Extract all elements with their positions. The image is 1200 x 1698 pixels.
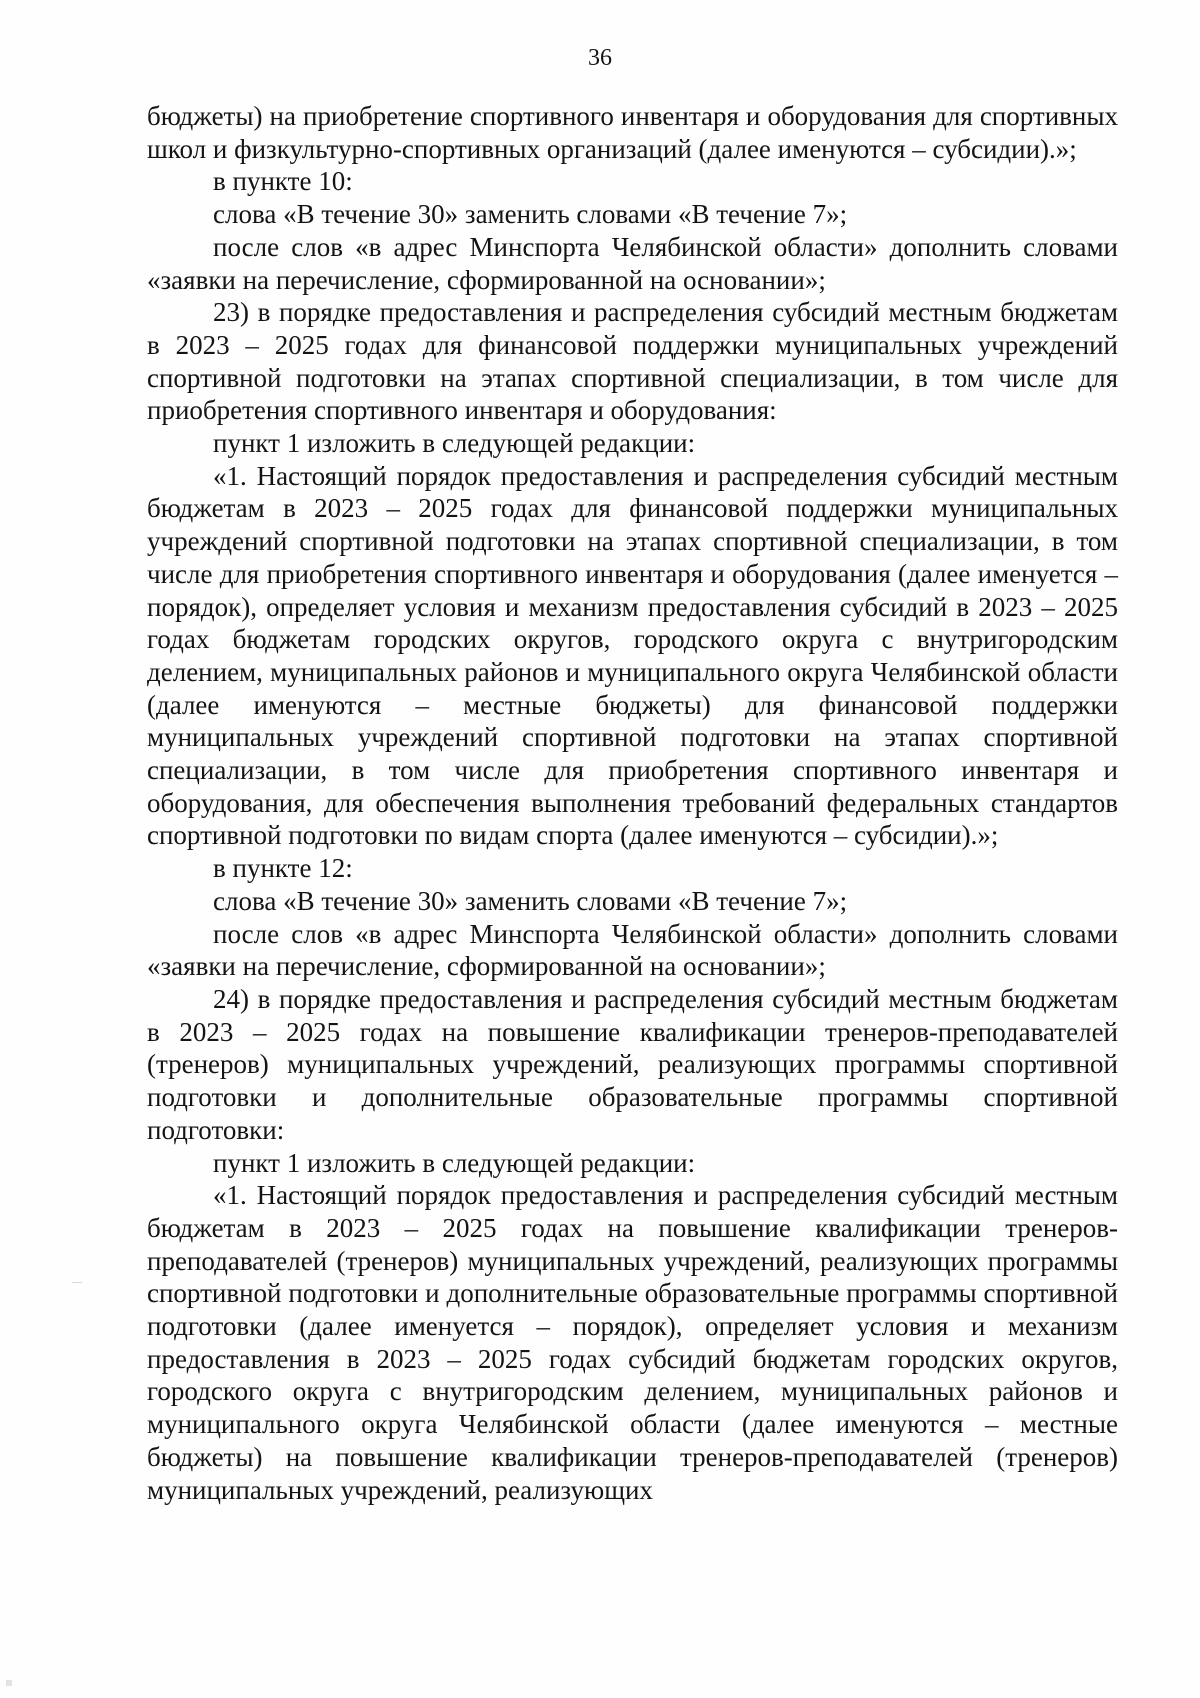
paragraph-item-10-heading: в пункте 10: bbox=[213, 166, 353, 197]
document-body bbox=[147, 100, 1118, 1506]
paragraph-section-23: 23) в порядке предоставления и распределения субсидий местным бюджетам в 2023 – 2025 годах для финансовой поддержки муниципальных учреждений спортивной подготовки на этапах спортивной специализации, в том числе для приобретения спортивного инвентаря и оборудования: bbox=[147, 297, 1118, 426]
paragraph-item-10-replace-words: слова «В течение 30» заменить словами «В течение 7»; bbox=[213, 199, 848, 230]
paragraph-continuation: бюджеты) на приобретение спортивного инвентаря и оборудования для спортивных школ и физкультурно-спортивных организаций (далее именуются – субсидии).»; bbox=[147, 101, 1118, 164]
paragraph-section-24-point-1-text: «1. Настоящий порядок предоставления и распределения субсидий местным бюджетам в 2023 – 2025 годах на повышение квалификации тренеров-преподавателей (тренеров) муниципальных учреждений, реализующих программы спортивной подготовки и дополнительные образовательные программы спортивной подготовки (далее именуется – порядок), определяет условия и механизм предоставления в 2023 – 2025 годах субсидий бюджетам городских округов, городского округа с внутригородским делением, муниципальных районов и муниципального округа Челябинской области (далее именуются – местные бюджеты) на повышение квалификации тренеров-преподавателей (тренеров) муниципальных учреждений, реализующих bbox=[147, 1180, 1118, 1505]
paragraph-item-12-replace-words: слова «В течение 30» заменить словами «В течение 7»; bbox=[213, 885, 848, 916]
paragraph-item-12-add-words: после слов «в адрес Минспорта Челябинской области» дополнить словами «заявки на перечисление, сформированной на основании»; bbox=[147, 918, 1118, 982]
paragraph-section-23-point-1-intro: пункт 1 изложить в следующей редакции: bbox=[213, 428, 696, 459]
paragraph-item-10-add-words: после слов «в адрес Минспорта Челябинской области» дополнить словами «заявки на перечисление, сформированной на основании»; bbox=[147, 231, 1118, 295]
paragraph-section-23-point-1-text: «1. Настоящий порядок предоставления и распределения субсидий местным бюджетам в 2023 – 2025 годах для финансовой поддержки муниципальных учреждений спортивной подготовки на этапах спортивной специализации, в том числе для приобретения спортивного инвентаря и оборудования (далее именуется – порядок), определяет условия и механизм предоставления субсидий в 2023 – 2025 годах бюджетам городских округов, городского округа с внутригородским делением, муниципальных районов и муниципального округа Челябинской области (далее именуются – местные бюджеты) для финансовой поддержки муниципальных учреждений спортивной подготовки на этапах спортивной специализации, в том числе для приобретения спортивного инвентаря и оборудования, для обеспечения выполнения требований федеральных стандартов спортивной подготовки по видам спорта (далее именуются – субсидии).»; bbox=[147, 460, 1118, 851]
scan-artifact-dot bbox=[6, 1680, 12, 1686]
paragraph-section-24: 24) в порядке предоставления и распределения субсидий местным бюджетам в 2023 – 2025 годах на повышение квалификации тренеров-преподавателей (тренеров) муниципальных учреждений, реализующих программы спортивной подготовки и дополнительные образовательные программы спортивной подготовки: bbox=[147, 983, 1118, 1145]
paragraph-section-24-point-1-intro: пункт 1 изложить в следующей редакции: bbox=[213, 1147, 696, 1178]
paragraph-item-12-heading: в пункте 12: bbox=[213, 853, 353, 884]
scan-artifact-mark bbox=[72, 1282, 82, 1283]
page-number: 36 bbox=[588, 45, 612, 71]
